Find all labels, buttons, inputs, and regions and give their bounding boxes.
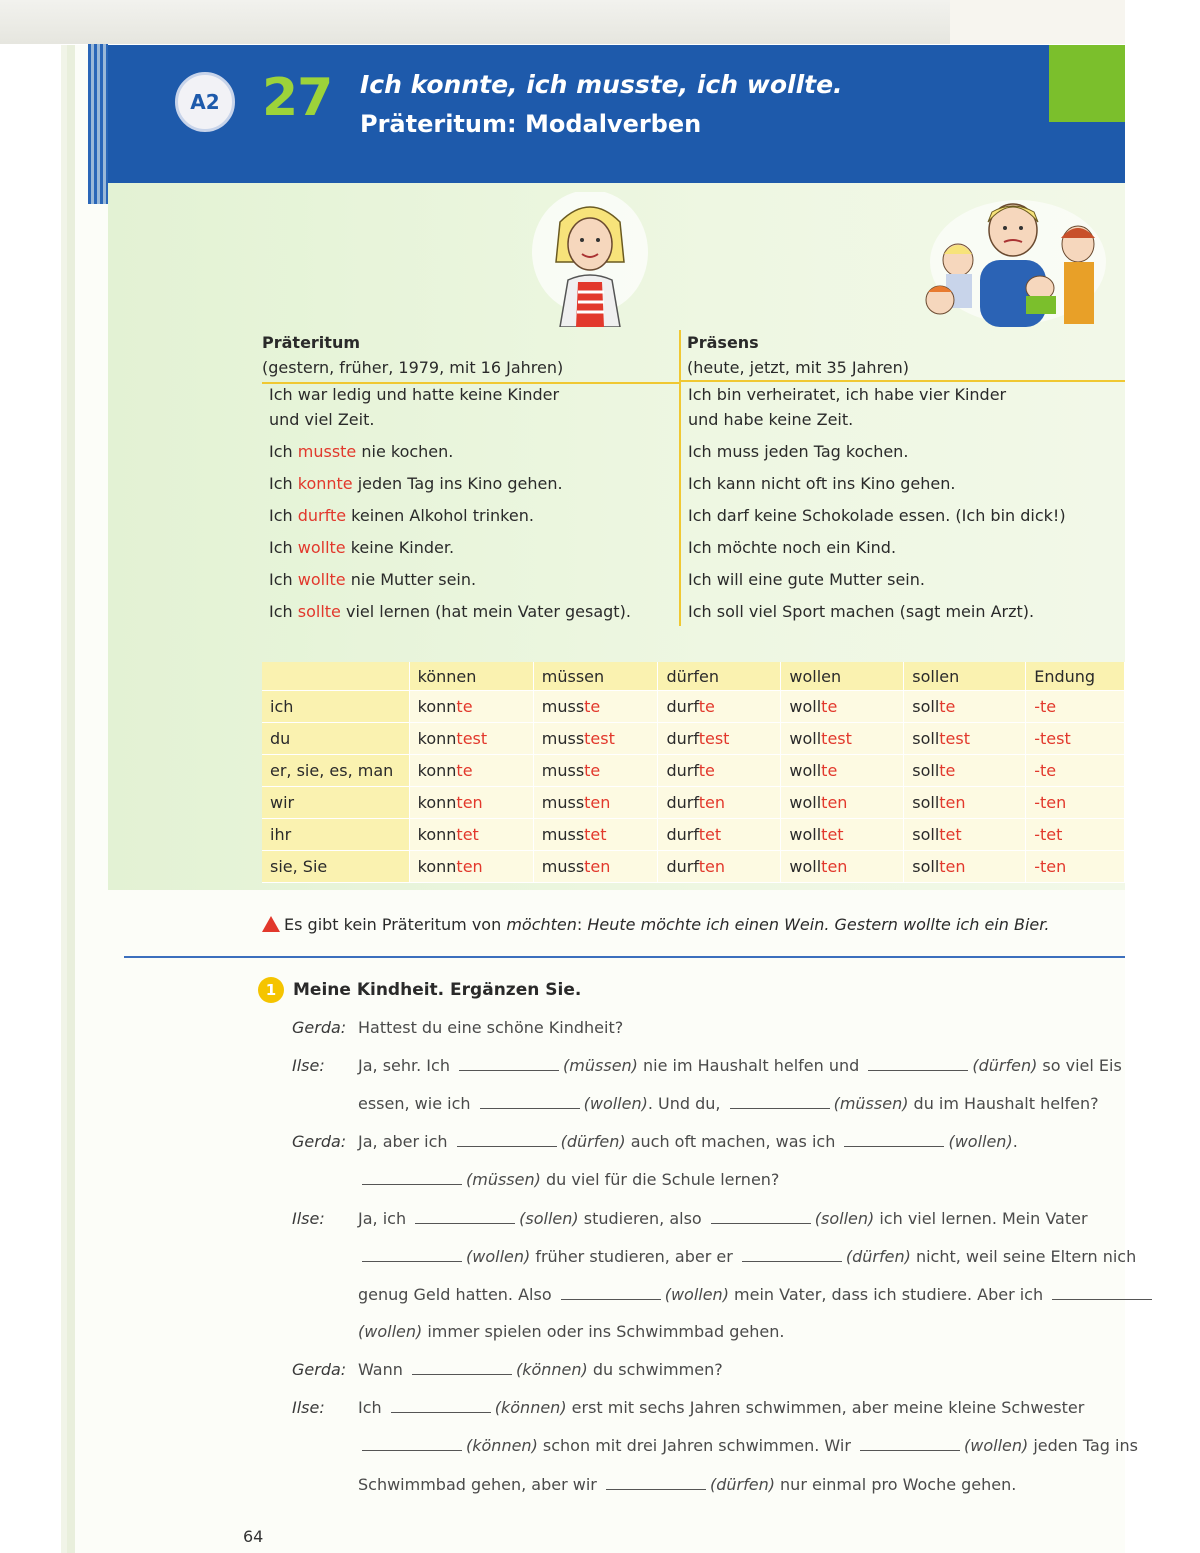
fill-in-blank[interactable] xyxy=(1052,1287,1152,1300)
verb-form-cell: wollte xyxy=(781,691,904,723)
dialogue-text: erst mit sechs Jahren schwimmen, aber meine kleine Schwester xyxy=(566,1398,1085,1417)
fill-in-blank[interactable] xyxy=(362,1172,462,1185)
past-example-text: keine Kinder. xyxy=(345,538,455,557)
verb-form-cell: musste xyxy=(533,755,658,787)
verb-ending: ten xyxy=(821,793,848,812)
conjugation-row xyxy=(262,787,1125,819)
verb-form-cell: konnten xyxy=(409,851,533,883)
past-example-text: Ich xyxy=(269,602,298,621)
verb-form-cell: wollten xyxy=(781,851,904,883)
verb-form-cell: wolltest xyxy=(781,723,904,755)
dialogue-text: Ja, sehr. Ich xyxy=(358,1056,456,1075)
column-header: dürfen xyxy=(658,662,781,691)
verb-form-cell: sollten xyxy=(904,787,1026,819)
column-header: müssen xyxy=(533,662,658,691)
verb-hint: (dürfen) xyxy=(560,1132,626,1151)
conjugation-row xyxy=(262,819,1125,851)
chapter-tab xyxy=(1049,45,1125,122)
column-header: wollen xyxy=(781,662,904,691)
past-example-text: Ich xyxy=(269,538,298,557)
modal-verb-past: sollte xyxy=(297,602,341,621)
past-example-text: jeden Tag ins Kino gehen. xyxy=(352,474,563,493)
ending-cell: -te xyxy=(1026,755,1125,787)
verb-hint: (sollen) xyxy=(519,1209,579,1228)
fill-in-blank[interactable] xyxy=(362,1438,462,1451)
unit-title: Ich konnte, ich musste, ich wollte. xyxy=(360,70,843,99)
verb-hint: (wollen) xyxy=(583,1094,648,1113)
verb-ending: ten xyxy=(939,857,966,876)
verb-form-cell: solltet xyxy=(904,819,1026,851)
dialogue-text: ich viel lernen. Mein Vater xyxy=(874,1209,1088,1228)
conjugation-header-row xyxy=(262,662,1125,691)
past-example-text: Ich xyxy=(269,570,298,589)
pronoun-cell: ich xyxy=(262,691,409,723)
dialogue-line xyxy=(358,1398,1084,1417)
speaker-label: Ilse: xyxy=(292,1056,325,1075)
conjugation-row xyxy=(262,755,1125,787)
dialogue-text: nicht, weil seine Eltern nich xyxy=(910,1247,1137,1266)
ending-cell: -test xyxy=(1026,723,1125,755)
dialogue-text: du schwimmen? xyxy=(587,1360,723,1379)
present-subheading: (heute, jetzt, mit 35 Jahren) xyxy=(687,358,910,377)
exercise-number: 1 xyxy=(258,977,284,1003)
verb-hint: (wollen) xyxy=(466,1247,531,1266)
past-example-text: keinen Alkohol trinken. xyxy=(346,506,534,525)
fill-in-blank[interactable] xyxy=(844,1134,944,1147)
note-text-start: Es gibt kein Präteritum von xyxy=(284,915,507,934)
verb-hint: (müssen) xyxy=(563,1056,638,1075)
conjugation-row xyxy=(262,723,1125,755)
column-header xyxy=(262,662,409,691)
verb-ending: te xyxy=(584,697,601,716)
present-example-line: Ich soll viel Sport machen (sagt mein Arzt). xyxy=(688,602,1035,621)
dialogue-line xyxy=(358,1018,623,1037)
verb-ending: te xyxy=(939,761,956,780)
verb-ending: te xyxy=(821,697,838,716)
verb-ending: te xyxy=(821,761,838,780)
dialogue-text: . xyxy=(1012,1132,1018,1151)
verb-form-cell: wolltet xyxy=(781,819,904,851)
dialogue-text: Ich xyxy=(358,1398,387,1417)
present-heading: Präsens xyxy=(687,333,759,352)
pronoun-cell: sie, Sie xyxy=(262,851,409,883)
past-example-text: nie kochen. xyxy=(356,442,454,461)
verb-form-cell: konntet xyxy=(409,819,533,851)
present-example-line: Ich bin verheiratet, ich habe vier Kinder xyxy=(688,385,1007,404)
speaker-label: Ilse: xyxy=(292,1209,325,1228)
fill-in-blank[interactable] xyxy=(730,1096,830,1109)
column-header: können xyxy=(409,662,533,691)
dialogue-line xyxy=(358,1170,779,1189)
fill-in-blank[interactable] xyxy=(391,1400,491,1413)
verb-form-cell: musstet xyxy=(533,819,658,851)
fill-in-blank[interactable] xyxy=(415,1211,515,1224)
ending-cell: -ten xyxy=(1026,787,1125,819)
dialogue-text: studieren, also xyxy=(578,1209,707,1228)
mother-with-children-illustration xyxy=(918,192,1108,327)
verb-ending: te xyxy=(698,761,715,780)
verb-ending: ten xyxy=(698,793,725,812)
conjugation-row xyxy=(262,691,1125,723)
verb-hint: (sollen) xyxy=(814,1209,875,1228)
column-header: sollen xyxy=(904,662,1026,691)
fill-in-blank[interactable] xyxy=(362,1249,462,1262)
present-example-line: und habe keine Zeit. xyxy=(688,410,854,429)
modal-verb-past: durfte xyxy=(297,506,347,525)
ending-cell: -ten xyxy=(1026,851,1125,883)
verb-hint: (wollen) xyxy=(664,1285,729,1304)
past-example-text: viel lernen (hat mein Vater gesagt). xyxy=(340,602,631,621)
dialogue-text: Schwimmbad gehen, aber wir xyxy=(358,1475,602,1494)
present-example-line: Ich möchte noch ein Kind. xyxy=(688,538,897,557)
past-example-text: und viel Zeit. xyxy=(269,410,375,429)
note-text-mid: : xyxy=(576,915,588,934)
past-example-line xyxy=(269,385,559,404)
column-divider xyxy=(679,330,681,626)
present-example-line: Ich muss jeden Tag kochen. xyxy=(688,442,909,461)
verb-ending: test xyxy=(584,729,615,748)
fill-in-blank[interactable] xyxy=(480,1096,580,1109)
verb-hint: (wollen) xyxy=(358,1322,423,1341)
fill-in-blank[interactable] xyxy=(561,1287,661,1300)
verb-hint: (müssen) xyxy=(833,1094,909,1113)
verb-form-cell: durften xyxy=(658,851,781,883)
scan-border-right xyxy=(950,0,1125,44)
verb-form-cell: sollten xyxy=(904,851,1026,883)
verb-ending: te xyxy=(698,697,715,716)
modal-verb-past: musste xyxy=(297,442,357,461)
present-example-line: Ich will eine gute Mutter sein. xyxy=(688,570,925,589)
past-example-line xyxy=(269,602,631,621)
page-stack-edge xyxy=(88,44,108,204)
verb-hint: (wollen) xyxy=(964,1436,1029,1455)
past-example-text: Ich xyxy=(269,506,298,525)
dialogue-line xyxy=(358,1475,1016,1494)
verb-ending: te xyxy=(456,761,473,780)
speaker-label: Gerda: xyxy=(292,1132,347,1151)
verb-form-cell: durfte xyxy=(658,691,781,723)
conjugation-table xyxy=(262,662,1125,883)
verb-ending: ten xyxy=(456,857,483,876)
dialogue-line xyxy=(358,1209,1088,1228)
speaker-label: Gerda: xyxy=(292,1360,347,1379)
fill-in-blank[interactable] xyxy=(457,1134,557,1147)
verb-ending: test xyxy=(698,729,730,748)
dialogue-text: . Und du, xyxy=(647,1094,726,1113)
dialogue-text: du viel für die Schule lernen? xyxy=(540,1170,780,1189)
verb-ending: te xyxy=(939,697,956,716)
dialogue-text: immer spielen oder ins Schwimmbad gehen. xyxy=(422,1322,785,1341)
verb-ending: tet xyxy=(456,825,479,844)
verb-hint: (wollen) xyxy=(948,1132,1013,1151)
verb-ending: tet xyxy=(821,825,844,844)
dialogue-text: auch oft machen, was ich xyxy=(625,1132,841,1151)
dialogue-text: so viel Eis xyxy=(1037,1056,1122,1075)
modal-verb-past: wollte xyxy=(297,570,346,589)
verb-hint: (können) xyxy=(466,1436,538,1455)
conjugation-row xyxy=(262,851,1125,883)
verb-form-cell: mussten xyxy=(533,851,658,883)
speaker-label: Ilse: xyxy=(292,1398,325,1417)
dialogue-text: nur einmal pro Woche gehen. xyxy=(774,1475,1017,1494)
verb-form-cell: wollten xyxy=(781,787,904,819)
verb-form-cell: konnte xyxy=(409,691,533,723)
verb-form-cell: durftest xyxy=(658,723,781,755)
verb-hint: (können) xyxy=(515,1360,588,1379)
note-word: möchten xyxy=(506,915,577,934)
dialogue-text: genug Geld hatten. Also xyxy=(358,1285,557,1304)
speaker-label: Gerda: xyxy=(292,1018,347,1037)
ending-cell: -te xyxy=(1026,691,1125,723)
past-example-text: Ich war ledig und hatte keine Kinder xyxy=(269,385,560,404)
past-example-line xyxy=(269,570,476,589)
pronoun-cell: wir xyxy=(262,787,409,819)
verb-form-cell: solltest xyxy=(904,723,1026,755)
past-heading: Präteritum xyxy=(262,333,360,352)
verb-ending: test xyxy=(821,729,852,748)
page-number: 64 xyxy=(243,1527,264,1546)
fill-in-blank[interactable] xyxy=(412,1362,512,1375)
pronoun-cell: du xyxy=(262,723,409,755)
warning-icon xyxy=(262,916,280,932)
verb-form-cell: konntest xyxy=(409,723,533,755)
verb-ending: tet xyxy=(584,825,607,844)
verb-ending: tet xyxy=(939,825,962,844)
verb-ending: te xyxy=(584,761,601,780)
verb-form-cell: wollte xyxy=(781,755,904,787)
dialogue-text: Hattest du eine schöne Kindheit? xyxy=(358,1018,624,1037)
present-example-line: Ich darf keine Schokolade essen. (Ich bin dick!) xyxy=(688,506,1066,525)
verb-form-cell: sollte xyxy=(904,755,1026,787)
modal-verb-past: wollte xyxy=(297,538,346,557)
dialogue-line xyxy=(358,1285,1156,1304)
fill-in-blank[interactable] xyxy=(606,1477,706,1490)
verb-ending: ten xyxy=(939,793,966,812)
verb-form-cell: konnte xyxy=(409,755,533,787)
verb-hint: (dürfen) xyxy=(972,1056,1038,1075)
present-example-line: Ich kann nicht oft ins Kino gehen. xyxy=(688,474,956,493)
verb-ending: tet xyxy=(698,825,722,844)
past-example-line xyxy=(269,474,563,493)
dialogue-text: nie im Haushalt helfen und xyxy=(637,1056,865,1075)
dialogue-text: essen, wie ich xyxy=(358,1094,476,1113)
verb-ending: ten xyxy=(456,793,483,812)
verb-form-cell: mussten xyxy=(533,787,658,819)
verb-ending: test xyxy=(456,729,488,748)
verb-form-cell: durftet xyxy=(658,819,781,851)
fill-in-blank[interactable] xyxy=(711,1211,811,1224)
scan-border xyxy=(0,0,950,44)
past-tense-header xyxy=(262,330,679,384)
verb-hint: (dürfen) xyxy=(845,1247,911,1266)
verb-ending: test xyxy=(939,729,970,748)
verb-hint: (müssen) xyxy=(466,1170,541,1189)
verb-ending: ten xyxy=(821,857,848,876)
fill-in-blank[interactable] xyxy=(742,1249,842,1262)
past-example-line xyxy=(269,442,453,461)
verb-form-cell: sollte xyxy=(904,691,1026,723)
dialogue-line xyxy=(358,1247,1136,1266)
dialogue-text: früher studieren, aber er xyxy=(530,1247,738,1266)
past-example-text: Ich xyxy=(269,442,298,461)
pronoun-cell: er, sie, es, man xyxy=(262,755,409,787)
fill-in-blank[interactable] xyxy=(868,1058,968,1071)
fill-in-blank[interactable] xyxy=(860,1438,960,1451)
dialogue-line xyxy=(358,1436,1138,1455)
past-example-text: Ich xyxy=(269,474,298,493)
unit-number: 27 xyxy=(262,68,333,128)
present-tense-header xyxy=(681,330,1125,382)
verb-hint: (dürfen) xyxy=(709,1475,775,1494)
verb-hint: (können) xyxy=(494,1398,567,1417)
past-example-text: nie Mutter sein. xyxy=(345,570,477,589)
past-subheading: (gestern, früher, 1979, mit 16 Jahren) xyxy=(262,358,564,377)
dialogue-text: du im Haushalt helfen? xyxy=(908,1094,1099,1113)
verb-form-cell: musste xyxy=(533,691,658,723)
section-divider xyxy=(124,956,1125,958)
fill-in-blank[interactable] xyxy=(459,1058,559,1071)
dialogue-text: schon mit drei Jahren schwimmen. Wir xyxy=(537,1436,857,1455)
dialogue-line xyxy=(358,1056,1122,1075)
verb-form-cell: durfte xyxy=(658,755,781,787)
modal-verb-past: konnte xyxy=(297,474,353,493)
young-woman-illustration xyxy=(520,192,660,327)
ending-cell: -tet xyxy=(1026,819,1125,851)
level-badge: A2 xyxy=(175,72,235,132)
note-example: Heute möchte ich einen Wein. Gestern wollte ich ein Bier. xyxy=(587,915,1050,934)
dialogue-text: Wann xyxy=(358,1360,408,1379)
column-header: Endung xyxy=(1026,662,1125,691)
past-example-line xyxy=(269,410,374,429)
verb-form-cell: durften xyxy=(658,787,781,819)
verb-ending: te xyxy=(456,697,473,716)
dialogue-line xyxy=(358,1132,1018,1151)
verb-ending: ten xyxy=(584,857,611,876)
dialogue-line xyxy=(358,1360,723,1379)
verb-form-cell: konnten xyxy=(409,787,533,819)
verb-form-cell: musstest xyxy=(533,723,658,755)
past-example-line xyxy=(269,538,454,557)
unit-subtitle: Präteritum: Modalverben xyxy=(360,110,702,138)
dialogue-line xyxy=(358,1322,784,1341)
past-example-line xyxy=(269,506,534,525)
exercise-title: Meine Kindheit. Ergänzen Sie. xyxy=(293,980,582,1000)
dialogue-text: Ja, ich xyxy=(358,1209,412,1228)
dialogue-line xyxy=(358,1094,1099,1113)
pronoun-cell: ihr xyxy=(262,819,409,851)
note xyxy=(262,914,1049,934)
dialogue-text: mein Vater, dass ich studiere. Aber ich xyxy=(728,1285,1049,1304)
verb-ending: ten xyxy=(698,857,725,876)
dialogue-text: Ja, aber ich xyxy=(358,1132,453,1151)
dialogue-text: jeden Tag ins xyxy=(1028,1436,1138,1455)
verb-ending: ten xyxy=(584,793,611,812)
